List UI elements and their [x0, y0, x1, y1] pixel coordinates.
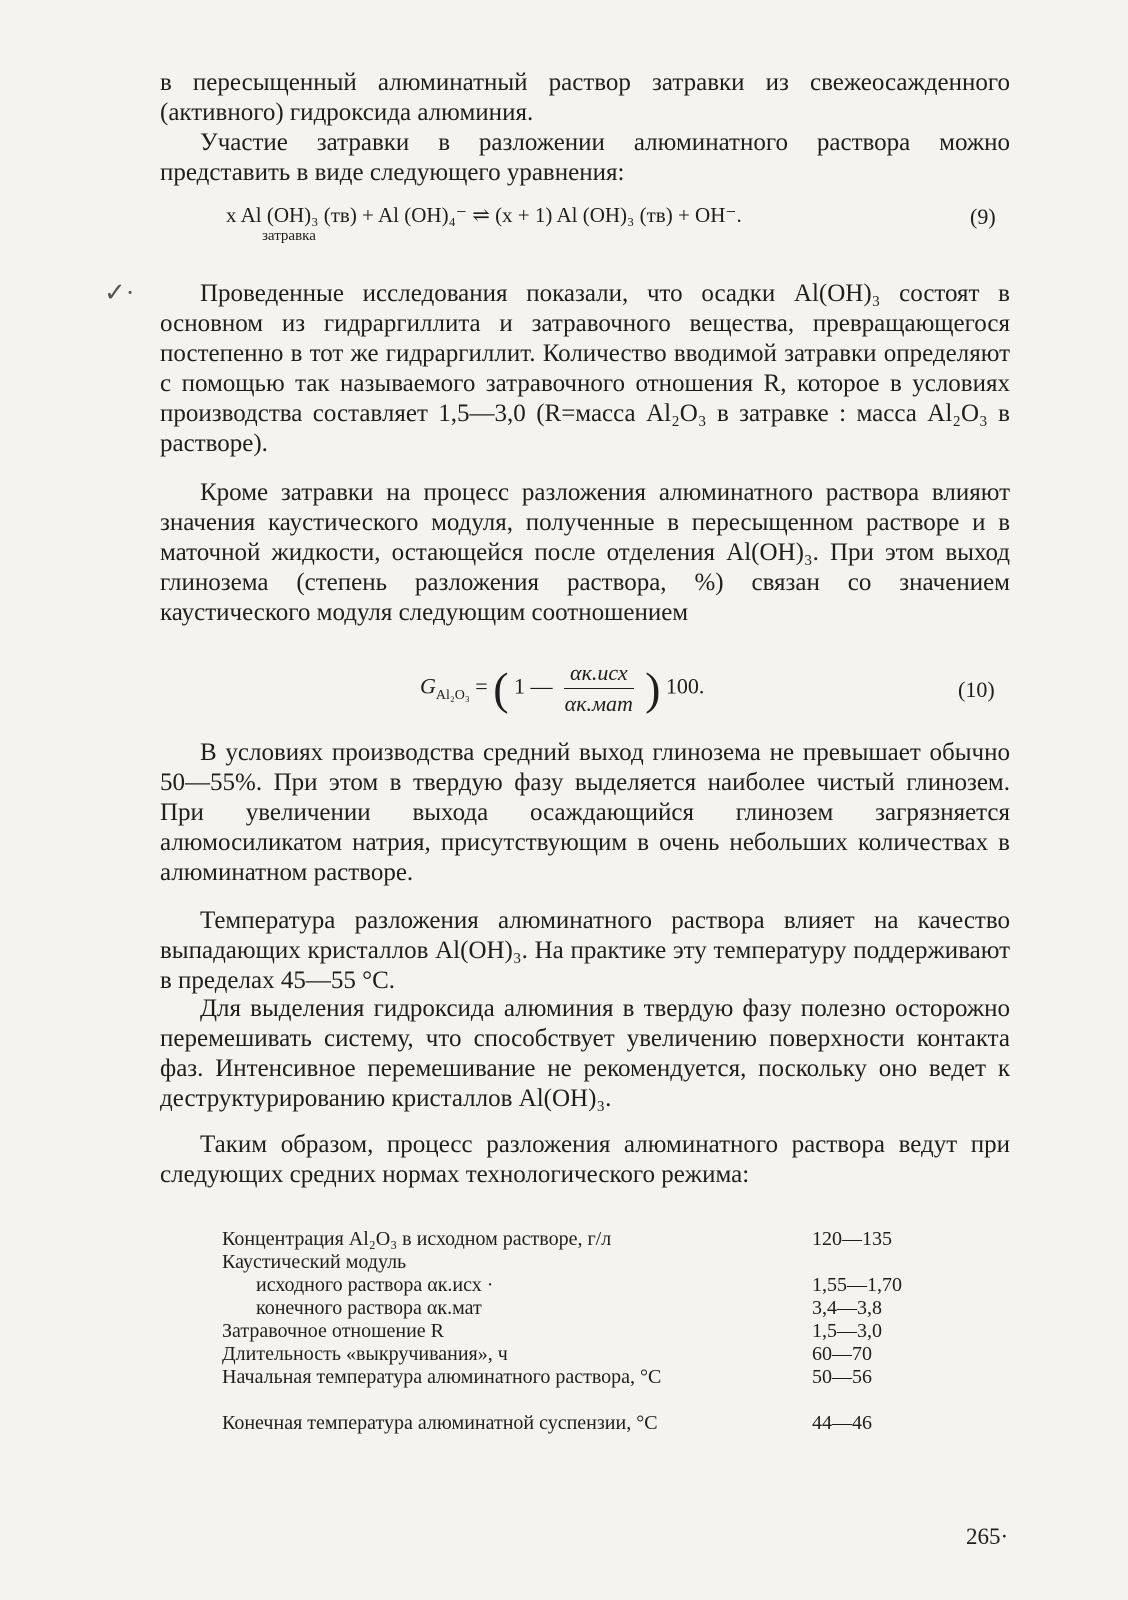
table-row-label: Конечная температура алюминатной суспензии, °С	[222, 1412, 658, 1434]
equation-10-number: (10)	[958, 677, 995, 702]
table-row	[222, 1412, 942, 1458]
paragraph-8: Таким образом, процесс разложения алюминатного раствора ведут при следующих средних нормах технологического режима:	[160, 1131, 1010, 1188]
table-row	[222, 1343, 942, 1366]
table-row-label: Начальная температура алюминатного раствора, °С	[222, 1366, 662, 1388]
paragraph-5: В условиях производства средний выход глинозема не превышает обычно 50—55%. При этом в твердую фазу выделяется наиболее чистый глинозем. При увеличении выхода осаждающийся глинозем загрязняется алюмосиликатом натрия, присутствующим в очень небольших количествах в алюминатном растворе.	[160, 739, 1010, 886]
table-row	[222, 1228, 942, 1251]
table-row-label: конечного раствора αк.мат	[256, 1297, 482, 1319]
table-row-label: исходного раствора αк.исх ·	[256, 1274, 494, 1296]
table-row-label: Каустический модуль	[222, 1251, 407, 1273]
table-row	[222, 1320, 942, 1343]
table-row-label: Концентрация Al₂O₃ в исходном растворе, г/л	[222, 1228, 612, 1250]
paragraph-4: Кроме затравки на процесс разложения алюминатного раствора влияют значения каустического модуля, полученные в пересыщенном растворе и в маточной жидкости, остающейся после отделения Al(OH)₃. При этом выход глинозема (степень разложения раствора, %) связан со значением каустического модуля следующим соотношением	[160, 479, 1010, 626]
paragraph-3: Проведенные исследования показали, что осадки Al(OH)₃ состоят в основном из гидраргиллита и затравочного вещества, превращающегося постепенно в тот же гидраргиллит. Количество вводимой затравки определяют с помощью так называемого затравочного отношения R, которое в условиях производства составляет 1,5—3,0 (R=масса Al₂O₃ в затравке : масса Al₂O₃ в растворе).	[160, 280, 1010, 457]
table-row-value: 60—70	[812, 1343, 872, 1365]
table-row-value: 50—56	[812, 1366, 872, 1388]
table-row-value: 120—135	[812, 1228, 892, 1250]
equation-10	[420, 660, 704, 717]
paragraph-7: Для выделения гидроксида алюминия в твердую фазу полезно осторожно перемешивать систему, что способствует увеличению поверхности контакта фаз. Интенсивное перемешивание не рекомендуется, поскольку оно ведет к деструктурированию кристаллов Al(OH)₃.	[160, 995, 1010, 1112]
eq10-fraction	[564, 660, 634, 717]
equation-9-under-label: затравка	[262, 228, 316, 244]
eq10-lhs: G	[420, 673, 436, 699]
eq10-open-paren: (	[493, 663, 509, 714]
eq10-denominator: αк.мат	[564, 691, 633, 716]
table-row-value: 1,5—3,0	[812, 1320, 882, 1342]
table-row	[222, 1274, 942, 1297]
table-row-label: Затравочное отношение R	[222, 1320, 444, 1342]
eq10-lhs-sub: Al₂O₃	[435, 687, 470, 703]
eq10-numerator: αк.исх	[564, 660, 634, 689]
table-row-value: 44—46	[812, 1412, 872, 1434]
table-row-label: Длительность «выкручивания», ч	[222, 1343, 508, 1365]
paragraph-6: Температура разложения алюминатного раствора влияет на качество выпадающих кристаллов Al(OH)₃. На практике эту температуру поддерживают в пределах 45—55 °С.	[160, 907, 1010, 994]
eq10-close-paren: )	[645, 663, 661, 714]
table-row	[222, 1297, 942, 1320]
paragraph-2: Участие затравки в разложении алюминатного раствора можно представить в виде следующего уравнения:	[160, 129, 1010, 186]
eq10-tail: 100.	[665, 673, 705, 699]
margin-checkmark: ✓·	[104, 278, 135, 307]
paragraph-1: в пересыщенный алюминатный раствор затравки из свежеосажденного (активного) гидроксида алюминия.	[160, 69, 1010, 126]
page-number: 265·	[966, 1524, 1009, 1549]
table-row-value: 3,4—3,8	[812, 1297, 882, 1319]
table-row	[222, 1366, 942, 1412]
eq10-one-minus: 1 —	[514, 673, 553, 699]
equation-9-number: (9)	[970, 204, 996, 229]
process-parameters-table	[222, 1228, 942, 1458]
table-row	[222, 1251, 942, 1274]
eq10-equals: =	[475, 673, 488, 699]
equation-9: x Al (OH)₃ (тв) + Al (OH)₄⁻ ⇌ (x + 1) Al (OH)₃ (тв) + OH⁻.	[226, 203, 742, 227]
table-row-value: 1,55—1,70	[812, 1274, 902, 1296]
